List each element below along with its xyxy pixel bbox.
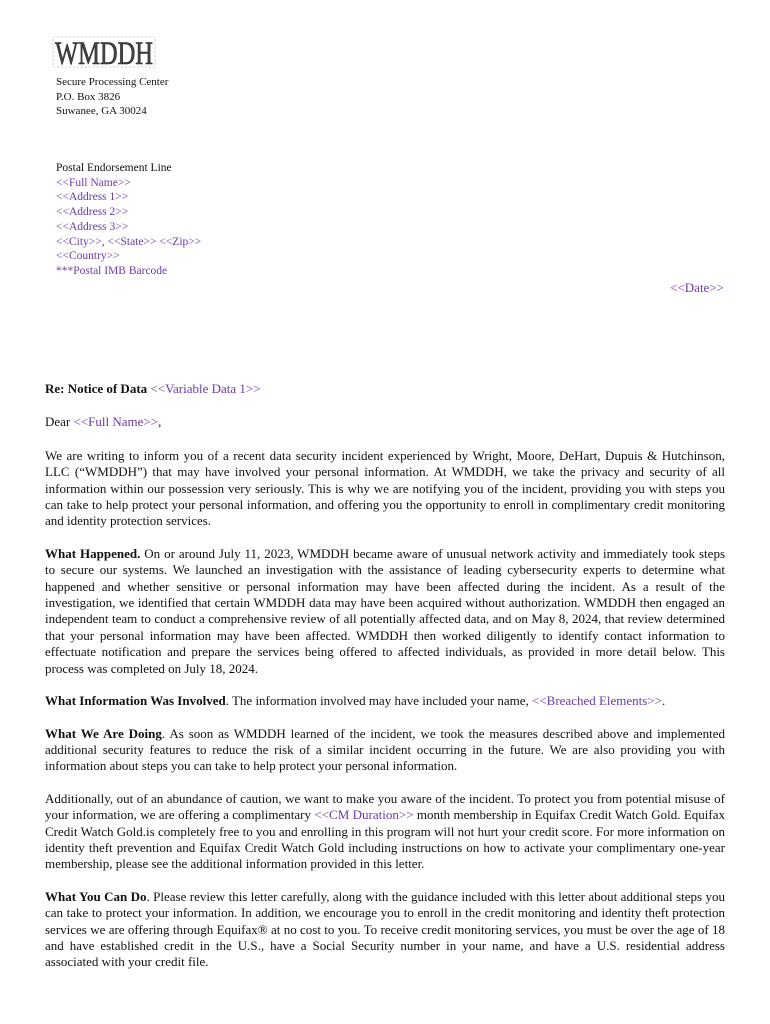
- what-doing-heading: What We Are Doing: [45, 725, 162, 741]
- salutation-name: <<Full Name>>: [73, 414, 159, 430]
- salutation-comma: ,: [158, 414, 162, 430]
- recipient-country: <<Country>>: [56, 250, 120, 263]
- re-label: Re: Notice of Data: [45, 381, 148, 396]
- recipient-full-name: <<Full Name>>: [56, 176, 131, 189]
- recipient-state: <<State>>: [107, 235, 157, 248]
- additionally-text-1: Additionally, out of an abundance of caution, we want to make you aware of the incident. To protect you from potential misuse of your information, we are offering a complimentary: [45, 790, 725, 823]
- what-info-end: .: [662, 693, 666, 709]
- what-info-text: . The information involved may have included your name,: [225, 693, 532, 709]
- cm-duration-variable: <<CM Duration>>: [314, 807, 414, 823]
- what-you-can-do-heading: What You Can Do: [45, 888, 147, 904]
- what-doing-text: . As soon as WMDDH learned of the incident, we took the measures described above and implemented additional security features to reduce the risk of a similar incident occurring in the future. We are also providing you with information about steps you can take to help protect your personal information.: [45, 725, 725, 774]
- wmddh-logo: [52, 34, 156, 70]
- sender-address: [56, 75, 168, 119]
- what-info-paragraph: [45, 693, 725, 709]
- what-info-heading: What Information Was Involved: [45, 693, 226, 709]
- additionally-text-2: month membership in Equifax Credit Watch Gold. Equifax Credit Watch Gold.is completely free to you and enrolling in this program will not hurt your credit score. For more information on identity theft prevention and Equifax Credit Watch Gold including instructions on how to activate your complimentary one-year membership, please see the additional information provided in this letter.: [45, 807, 725, 872]
- recipient-city-state-zip: <<City>>, <<State>> <<Zip>>: [56, 235, 202, 248]
- recipient-address-2: <<Address 2>>: [56, 206, 129, 219]
- what-happened-heading: What Happened.: [45, 545, 141, 561]
- recipient-address-1: <<Address 1>>: [56, 191, 129, 204]
- letter-date: <<Date>>: [670, 280, 724, 295]
- logo-text: WMDDH: [55, 36, 153, 72]
- salutation: [45, 414, 725, 430]
- recipient-address-3: <<Address 3>>: [56, 220, 129, 233]
- salutation-dear: Dear: [45, 414, 71, 430]
- letter-body: [45, 381, 725, 987]
- recipient-zip: <<Zip>>: [159, 235, 202, 248]
- what-doing-paragraph: [45, 726, 725, 775]
- sender-line-2: P.O. Box 3826: [56, 90, 121, 103]
- re-line: [45, 381, 725, 397]
- what-you-can-do-text: . Please review this letter carefully, along with the guidance included with this letter about additional steps you can take to protect your information. In addition, we encourage you to enroll in the credit monitoring and identity theft protection services we are offering through Equifax® at no cost to you. To receive credit monitoring services, you must be over the age of 18 and have established credit in the U.S., have a Social Security number in your name, and have a U.S. residential address associated with your credit file.: [45, 888, 725, 970]
- additionally-paragraph: [45, 791, 725, 873]
- intro-paragraph: We are writing to inform you of a recent data security incident experienced by Wright, Moore, DeHart, Dupuis & Hutchinson, LLC (“WMDDH”) that may have involved your personal information. At WMDDH, we take the privacy and security of all information within our possession very seriously. This is why we are notifying you of the incident, providing you with steps you can take to help protect your personal information, and offering you the opportunity to enroll in complimentary credit monitoring and identity protection services.: [45, 447, 725, 529]
- sender-line-1: Secure Processing Center: [56, 76, 169, 88]
- what-you-can-do-paragraph: [45, 889, 725, 971]
- re-variable: <<Variable Data 1>>: [150, 381, 261, 396]
- what-happened-paragraph: [45, 546, 725, 677]
- logo-graphic: [52, 34, 156, 70]
- postal-endorsement-line: Postal Endorsement Line: [56, 162, 172, 174]
- recipient-address: [56, 161, 201, 279]
- breached-elements-variable: <<Breached Elements>>: [531, 693, 663, 709]
- what-happened-text: On or around July 11, 2023, WMDDH became aware of unusual network activity and immediately took steps to secure our systems. We launched an investigation with the assistance of leading cybersecurity experts to determine what happened and whether sensitive or personal information may have been affected during the incident. As a result of the investigation, we identified that certain WMDDH data may have been acquired without authorization. WMDDH then engaged an independent team to conduct a comprehensive review of all potentially affected data, and on May 8, 2024, that review determined that your personal information may have been affected. WMDDH then worked diligently to identify contact information to effectuate notification and prepare the services being offered to affected individuals, as provided in more detail below. This process was completed on July 18, 2024.: [45, 545, 725, 676]
- recipient-city: <<City>>: [56, 235, 102, 248]
- postal-imb-barcode: ***Postal IMB Barcode: [56, 264, 168, 277]
- sender-line-3: Suwanee, GA 30024: [56, 105, 147, 117]
